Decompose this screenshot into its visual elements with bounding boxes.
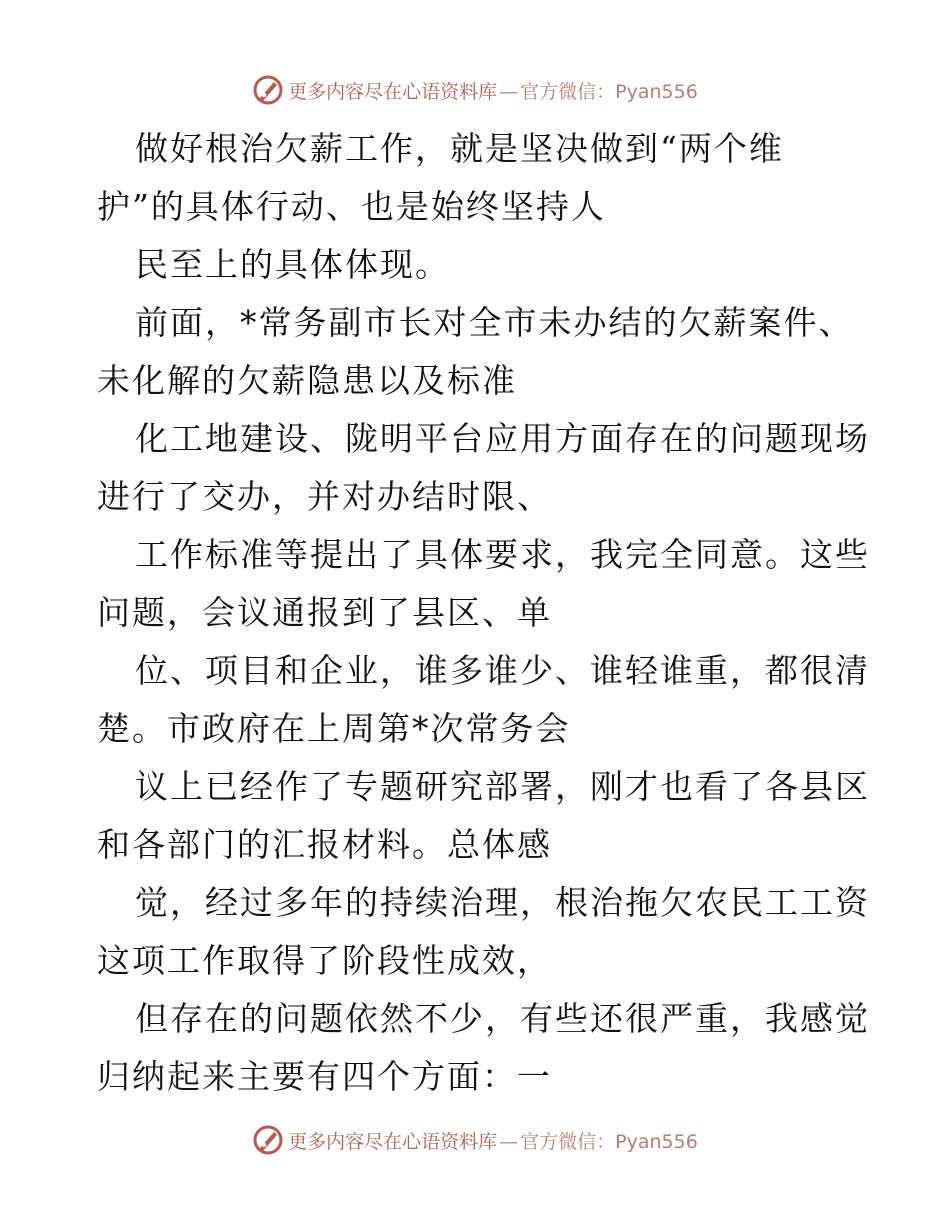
watermark-contact: 官方微信：Pyan556 xyxy=(520,1130,698,1153)
text-line: 问题，会议通报到了县区、单 xyxy=(97,593,552,632)
text-line: 这项工作取得了阶段性成效， xyxy=(97,941,552,980)
text-line: 民至上的具体体现。 xyxy=(135,245,450,284)
watermark-text xyxy=(288,77,698,104)
text-line: 进行了交办，并对办结时限、 xyxy=(97,477,552,516)
text-line: 和各部门的汇报材料。总体感 xyxy=(97,825,552,864)
text-line: 护”的具体行动、也是始终坚持人 xyxy=(97,187,606,226)
seal-pen-icon xyxy=(252,74,284,106)
text-line: 工作标准等提出了具体要求，我完全同意。这些 xyxy=(135,535,870,574)
footer-watermark xyxy=(0,1122,950,1158)
text-line: 未化解的欠薪隐患以及标准 xyxy=(97,361,517,400)
text-line: 做好根治欠薪工作，就是坚决做到“两个维 xyxy=(135,129,784,168)
text-line: 但存在的问题依然不少，有些还很严重，我感觉 xyxy=(135,999,870,1038)
text-line: 楚。市政府在上周第*次常务会 xyxy=(97,709,571,748)
watermark-main: 更多内容尽在心语资料库 xyxy=(288,1130,498,1153)
text-line: 觉，经过多年的持续治理，根治拖欠农民工工资 xyxy=(135,883,870,922)
watermark-separator: — xyxy=(499,1130,519,1153)
text-line: 归纳起来主要有四个方面：一 xyxy=(97,1057,552,1096)
seal-pen-icon xyxy=(252,1124,284,1156)
watermark-text xyxy=(288,1127,698,1154)
text-line: 前面，*常务副市长对全市未办结的欠薪案件、 xyxy=(135,303,854,342)
watermark-main: 更多内容尽在心语资料库 xyxy=(288,80,498,103)
text-line: 议上已经作了专题研究部署，刚才也看了各县区 xyxy=(135,767,870,806)
text-line: 位、项目和企业，谁多谁少、谁轻谁重，都很清 xyxy=(135,651,870,690)
watermark-separator: — xyxy=(499,80,519,103)
text-line: 化工地建设、陇明平台应用方面存在的问题现场 xyxy=(135,419,870,458)
watermark-contact: 官方微信：Pyan556 xyxy=(520,80,698,103)
header-watermark xyxy=(0,72,950,108)
